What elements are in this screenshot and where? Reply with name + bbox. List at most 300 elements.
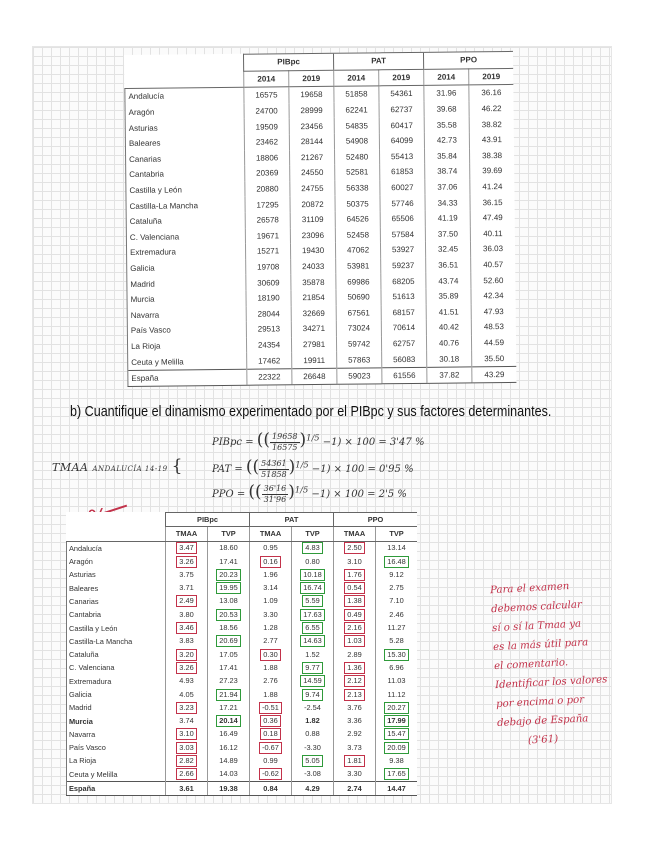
table-cell	[334, 728, 376, 741]
red-highlight-box: 1.76	[344, 569, 364, 581]
table-cell: 44.59	[471, 335, 516, 351]
table-cell	[376, 741, 418, 754]
red-highlight-box: 3.10	[176, 728, 196, 740]
table-cell: 19671	[245, 228, 290, 244]
cell-value: 14.03	[219, 769, 238, 779]
red-highlight-box: 2.12	[344, 675, 364, 687]
cell-value: 3.76	[347, 702, 362, 712]
table-cell	[250, 648, 292, 661]
table-cell: 18806	[245, 150, 290, 166]
table-cell	[376, 701, 418, 714]
table-cell	[334, 555, 376, 568]
cell-value: 3.30	[347, 769, 362, 779]
table-cell	[334, 581, 376, 594]
table-cell: 55413	[379, 148, 424, 164]
table-cell	[376, 714, 418, 727]
region-label: Canarias	[67, 595, 166, 608]
table-cell: 53927	[380, 242, 425, 258]
green-highlight-box: 15.30	[384, 649, 409, 661]
formula-pibpc: PIBpc = (( $\frac{19658}{16575})^{1/5} -1) \times 100 = 3'47$ %	[212, 430, 425, 452]
region-label: Cantabria	[126, 166, 245, 183]
red-highlight-box: 0.30	[260, 649, 280, 661]
cell-value: -3.08	[304, 769, 321, 779]
table-cell: 64526	[335, 211, 380, 227]
region-label: Cataluña	[126, 213, 245, 230]
data-table-rates	[66, 512, 417, 796]
column-header: TMAA	[166, 527, 208, 541]
table-row	[67, 621, 418, 634]
cell-value: 3.73	[347, 742, 362, 752]
table-cell: 21854	[291, 290, 336, 306]
red-highlight-box: 3.20	[176, 649, 196, 661]
table-cell: 24354	[246, 337, 291, 353]
table-cell: 40.42	[426, 319, 471, 335]
table-cell	[292, 581, 334, 594]
table-cell: 27981	[291, 336, 336, 352]
table-cell	[376, 768, 418, 782]
group-header-pibpc-rates: PIBpc	[166, 513, 250, 527]
table-cell	[250, 701, 292, 714]
table-cell	[166, 701, 208, 714]
table-cell	[166, 754, 208, 767]
region-label: Galicia	[67, 688, 166, 701]
cell-value: 1.82	[305, 716, 320, 726]
table-cell: 40.57	[471, 257, 516, 273]
table-cell	[208, 621, 250, 634]
green-highlight-box: 17.63	[300, 609, 325, 621]
cell-value: 11.12	[387, 689, 406, 699]
table-row	[67, 541, 418, 555]
table-cell	[250, 675, 292, 688]
table-cell	[208, 701, 250, 714]
table-cell	[250, 728, 292, 741]
red-highlight-box: 1.36	[344, 662, 364, 674]
cell-value: 13.08	[219, 596, 238, 606]
table-cell: 35.84	[424, 148, 469, 164]
cell-value: 2.74	[347, 783, 362, 793]
table-cell: 68205	[381, 273, 426, 289]
cell-value: 17.05	[219, 649, 238, 659]
red-highlight-box: 1.81	[344, 755, 364, 767]
table-cell	[292, 741, 334, 754]
table-cell	[292, 675, 334, 688]
table-cell: 61556	[382, 367, 427, 384]
table-cell: 52581	[335, 164, 380, 180]
green-highlight-box: 16.48	[384, 556, 409, 568]
table-cell	[292, 661, 334, 674]
region-label: Baleares	[67, 581, 166, 594]
table-cell	[166, 728, 208, 741]
table-cell	[376, 595, 418, 608]
table-cell	[376, 555, 418, 568]
table-cell: 40.76	[426, 335, 471, 351]
green-highlight-box: 20.09	[384, 742, 409, 754]
region-label: España	[128, 369, 247, 387]
table-cell: 35.89	[426, 288, 471, 304]
table-cell: 21267	[290, 149, 335, 165]
red-highlight-box: 2.50	[344, 542, 364, 554]
table-cell	[166, 661, 208, 674]
table-cell	[292, 728, 334, 741]
region-label: Canarias	[126, 150, 245, 167]
table-cell: 50690	[336, 289, 381, 305]
table-cell	[376, 754, 418, 767]
table-cell: 36.15	[470, 194, 515, 210]
table-cell: 59023	[337, 368, 382, 385]
note-line: Identificar los valores	[494, 674, 608, 692]
table-cell: 35.58	[424, 117, 469, 133]
cell-value: 14.47	[387, 783, 406, 793]
table-cell: 68157	[381, 304, 426, 320]
table-cell: 24755	[290, 181, 335, 197]
table-cell	[208, 675, 250, 688]
region-label: Castilla y León	[126, 181, 245, 198]
cell-value: 2.77	[263, 636, 278, 646]
red-highlight-box: 3.26	[176, 662, 196, 674]
table-cell: 56083	[382, 351, 427, 368]
cell-value: 16.49	[219, 729, 238, 739]
table-cell	[292, 714, 334, 727]
table-cell: 39.69	[470, 163, 515, 179]
cell-value: 4.93	[179, 676, 194, 686]
table-cell: 43.29	[472, 366, 517, 383]
table-cell: 24033	[291, 259, 336, 275]
table-row	[67, 608, 418, 621]
table-cell	[292, 595, 334, 608]
region-label: Extremadura	[67, 675, 166, 688]
table-cell: 30.18	[427, 351, 472, 368]
region-label: Castilla y León	[67, 621, 166, 634]
cell-value: 14.89	[219, 755, 238, 765]
green-highlight-box: 15.47	[384, 728, 409, 740]
table-cell	[166, 568, 208, 581]
table-cell	[208, 555, 250, 568]
table-cell	[166, 555, 208, 568]
cell-value: 11.03	[387, 676, 406, 686]
table-cell	[208, 581, 250, 594]
table-cell	[166, 675, 208, 688]
green-highlight-box: 9.74	[302, 689, 322, 701]
green-highlight-box: 19.95	[216, 582, 241, 594]
table-cell: 19509	[244, 119, 289, 135]
table-cell: 19911	[292, 352, 337, 369]
table-cell	[208, 648, 250, 661]
cell-value: 17.41	[219, 662, 238, 672]
table-cell	[208, 728, 250, 741]
table-cell: 57584	[380, 226, 425, 242]
table-cell	[166, 741, 208, 754]
table-cell	[376, 608, 418, 621]
table-cell: 61853	[380, 164, 425, 180]
table-cell: 57746	[380, 195, 425, 211]
table-cell	[208, 661, 250, 674]
table-cell	[208, 714, 250, 727]
red-highlight-box: 3.26	[176, 556, 196, 568]
table-cell	[166, 541, 208, 555]
red-highlight-box: -0.67	[259, 742, 282, 754]
table-cell	[376, 728, 418, 741]
red-highlight-box: 3.46	[176, 622, 196, 634]
table-cell	[208, 688, 250, 701]
region-label: Madrid	[127, 275, 246, 292]
cell-value: 1.28	[263, 623, 278, 633]
table-cell: 20872	[290, 196, 335, 212]
table-cell	[166, 581, 208, 594]
cell-value: -2.54	[304, 702, 321, 712]
table-cell: 42.34	[471, 288, 516, 304]
table-cell	[250, 621, 292, 634]
table-cell: 29513	[246, 321, 291, 337]
red-highlight-box: 2.66	[176, 768, 196, 780]
table-cell	[250, 781, 292, 795]
note-line: (3'61)	[527, 733, 559, 747]
red-highlight-box: 2.13	[344, 689, 364, 701]
table-cell: 19708	[246, 259, 291, 275]
column-header: TVP	[292, 527, 334, 541]
table-cell	[166, 768, 208, 782]
cell-value: 3.83	[179, 636, 194, 646]
column-header: TVP	[208, 527, 250, 541]
table-cell: 35878	[291, 274, 336, 290]
table-cell	[250, 635, 292, 648]
green-highlight-box: 21.94	[216, 689, 241, 701]
group-header-ppo-rates: PPO	[334, 513, 418, 527]
table-cell	[208, 741, 250, 754]
table-cell	[208, 541, 250, 555]
cell-value: 2.75	[389, 583, 404, 593]
table-cell: 67561	[336, 305, 381, 321]
table-cell: 20369	[245, 165, 290, 181]
table-cell: 19430	[290, 243, 335, 259]
region-label: Galicia	[127, 259, 246, 276]
table-cell	[334, 595, 376, 608]
table-cell: 15271	[245, 243, 290, 259]
table-cell: 51613	[381, 289, 426, 305]
table-cell	[250, 555, 292, 568]
region-label: País Vasco	[67, 741, 166, 754]
table-cell: 38.82	[469, 116, 514, 132]
region-label: Navarra	[67, 728, 166, 741]
cell-value: 4.05	[179, 689, 194, 699]
question-text: b) Cuantifique el dinamismo experimentado por el PIBpc y sus factores determinantes.	[70, 404, 552, 420]
year-header: 2014	[424, 68, 469, 85]
green-highlight-box: 17.99	[384, 715, 409, 727]
table-cell	[334, 741, 376, 754]
table-cell	[292, 754, 334, 767]
region-label: País Vasco	[127, 322, 246, 339]
cell-value: 2.92	[347, 729, 362, 739]
table-row	[67, 741, 418, 754]
table-cell: 16575	[244, 87, 289, 104]
table-cell	[292, 781, 334, 795]
table-cell: 19658	[289, 86, 334, 103]
table-cell: 54361	[379, 86, 424, 103]
table-cell	[292, 608, 334, 621]
green-highlight-box: 20.27	[384, 702, 409, 714]
table-cell	[292, 688, 334, 701]
cell-value: 27.23	[219, 676, 238, 686]
column-header: TMAA	[334, 527, 376, 541]
table-cell: 43.91	[469, 132, 514, 148]
table-cell: 17295	[245, 197, 290, 213]
region-label: Murcia	[127, 291, 246, 308]
table-row	[67, 555, 418, 568]
table-cell: 32669	[291, 305, 336, 321]
table-cell: 38.38	[469, 147, 514, 163]
cell-value: 3.71	[179, 583, 194, 593]
table-row	[67, 714, 418, 727]
cell-value: 5.28	[389, 636, 404, 646]
table-cell: 32.45	[425, 242, 470, 258]
table-cell: 62737	[379, 102, 424, 118]
table-cell	[292, 648, 334, 661]
table-cell	[292, 568, 334, 581]
table-cell	[166, 635, 208, 648]
table-cell: 56338	[335, 180, 380, 196]
table-cell	[208, 768, 250, 782]
table-cell	[334, 781, 376, 795]
region-label: C. Valenciana	[67, 661, 166, 674]
table-cell	[376, 635, 418, 648]
cell-value: 9.38	[389, 755, 404, 765]
table-cell: 52458	[335, 227, 380, 243]
table-cell	[208, 781, 250, 795]
table-row	[67, 635, 418, 648]
table-cell: 37.82	[427, 367, 472, 384]
table-cell: 36.16	[469, 85, 514, 102]
cell-value: 0.80	[305, 556, 320, 566]
table-cell: 28044	[246, 306, 291, 322]
table-cell	[250, 595, 292, 608]
cell-value: 3.61	[179, 783, 194, 793]
table-cell	[376, 675, 418, 688]
region-label: Murcia	[67, 714, 166, 727]
table-cell: 41.19	[425, 210, 470, 226]
table-cell	[208, 754, 250, 767]
table-cell	[166, 621, 208, 634]
green-highlight-box: 5.05	[302, 755, 322, 767]
note-line: debemos calcular	[490, 599, 583, 616]
red-highlight-box: 3.23	[176, 702, 196, 714]
group-header-pibpc: PIBpc	[243, 53, 333, 71]
table-cell: 52480	[334, 149, 379, 165]
table-cell	[250, 661, 292, 674]
cell-value: 7.10	[389, 596, 404, 606]
red-highlight-box: 2.49	[176, 595, 196, 607]
table-cell	[334, 675, 376, 688]
region-label: España	[67, 781, 166, 795]
table-cell	[292, 621, 334, 634]
red-highlight-box: 0.36	[260, 715, 280, 727]
red-highlight-box: 2.82	[176, 755, 196, 767]
table-cell: 26578	[245, 212, 290, 228]
group-header-pat-rates: PAT	[250, 513, 334, 527]
green-highlight-box: 9.77	[302, 662, 322, 674]
cell-value: 13.14	[387, 543, 406, 553]
table-cell	[292, 541, 334, 555]
table-cell: 41.24	[470, 179, 515, 195]
cell-value: 0.88	[305, 729, 320, 739]
table-cell: 51858	[334, 86, 379, 103]
year-header: 2014	[334, 69, 379, 86]
note-line: por encima o por	[495, 694, 585, 711]
table-cell	[376, 781, 418, 795]
table-row	[67, 754, 418, 767]
table-cell: 47.49	[470, 210, 515, 226]
region-label: Asturias	[67, 568, 166, 581]
note-line: debajo de España	[496, 713, 589, 730]
table-cell: 34.33	[425, 195, 470, 211]
region-label: Extremadura	[126, 244, 245, 261]
region-label: Andalucía	[67, 541, 166, 555]
table-cell	[250, 541, 292, 555]
table-cell: 69986	[336, 274, 381, 290]
table-cell: 17462	[247, 353, 292, 370]
table-cell: 39.68	[424, 101, 469, 117]
note-line: Para el examen	[489, 581, 570, 597]
cell-value: 16.12	[219, 742, 238, 752]
green-highlight-box: 20.14	[216, 715, 241, 727]
cell-value: 1.88	[263, 662, 278, 672]
region-label: La Rioja	[67, 754, 166, 767]
table-cell	[166, 648, 208, 661]
table-cell: 31.96	[424, 85, 469, 102]
table-cell	[334, 541, 376, 555]
handwritten-note	[490, 575, 619, 752]
column-header: TMAA	[250, 527, 292, 541]
table-cell	[250, 714, 292, 727]
table-cell	[250, 754, 292, 767]
table-cell: 65506	[380, 211, 425, 227]
formula-pat: PAT = (( $\frac{54361}{51858})^{1/5} -1) \times 100 = 0'95$ %	[212, 457, 414, 479]
table-cell	[250, 688, 292, 701]
table-cell: 24700	[244, 103, 289, 119]
table-cell	[334, 648, 376, 661]
green-highlight-box: 17.65	[384, 768, 409, 780]
table-cell: 50375	[335, 196, 380, 212]
data-table-levels	[124, 51, 516, 388]
green-highlight-box: 14.59	[300, 675, 325, 687]
cell-value: 3.30	[263, 609, 278, 619]
cell-value: 18.60	[219, 543, 238, 553]
green-highlight-box: 16.74	[300, 582, 325, 594]
region-label: Ceuta y Melilla	[67, 768, 166, 782]
table-row	[67, 581, 418, 594]
table-cell: 41.51	[426, 304, 471, 320]
table-row	[67, 688, 418, 701]
cell-value: 2.46	[389, 609, 404, 619]
table-cell: 36.03	[470, 241, 515, 257]
table-row	[67, 595, 418, 608]
formula-ppo: PPO = (( $\frac{36'16}{31'96})^{1/5} -1) \times 100 = 2'5$ %	[212, 482, 407, 504]
table-cell	[376, 581, 418, 594]
cell-value: 18.56	[219, 623, 238, 633]
cell-value: 1.09	[263, 596, 278, 606]
cell-value: 3.75	[179, 569, 194, 579]
cell-value: 3.80	[179, 609, 194, 619]
cell-value: 3.74	[179, 716, 194, 726]
green-highlight-box: 5.59	[302, 595, 322, 607]
table-cell	[292, 635, 334, 648]
region-label: Madrid	[67, 701, 166, 714]
table-cell	[334, 621, 376, 634]
region-label: Cataluña	[67, 648, 166, 661]
table-cell	[208, 568, 250, 581]
region-label: Baleares	[125, 135, 244, 152]
tmaa-label: TMAA ANDALUCÍA 14-19 {	[52, 456, 183, 476]
table-cell: 54835	[334, 118, 379, 134]
region-label: Aragón	[67, 555, 166, 568]
